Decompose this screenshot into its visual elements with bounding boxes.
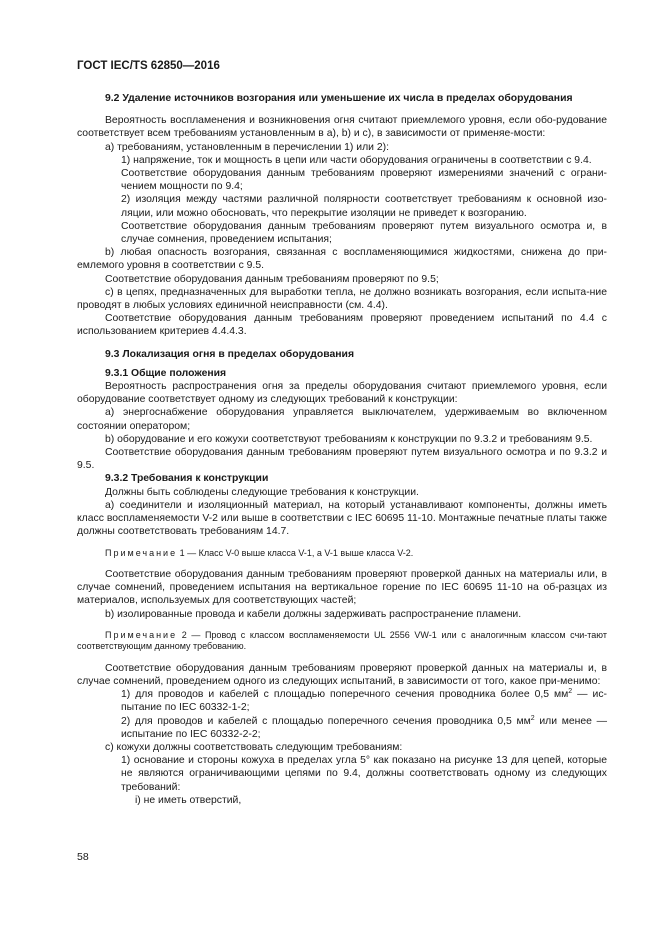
note-text: 1 — Класс V-0 выше класса V-1, а V-1 выше класса V-2. [179, 547, 414, 558]
list-item: i) не иметь отверстий, [135, 794, 242, 806]
paragraph: Соответствие оборудования данным требованиям проверяют путем визуального осмотра и, в случае сомнения, проведением испытания; [121, 220, 607, 246]
note-label: Примечание [105, 629, 178, 640]
section-9-3-2-title: 9.3.2 Требования к конструкции [105, 473, 269, 485]
list-item: 1) основание и стороны кожуха в пределах угла 5° как показано на рисунке 13 для цепей, которые не являются ограничивающими цепями по 9.4, должны соответствовать одному из следующих требований: [121, 755, 607, 793]
page-number: 58 [77, 851, 89, 863]
note-1 [77, 548, 607, 560]
note-label: Примечание [105, 547, 178, 558]
list-item: 2) изоляция между частями различной полярности соответствует требованиям к основной изо-ляции, или можно обосновать, что перекрытие изоляции не приведет к возгоранию. [121, 194, 607, 219]
list-item: с) кожухи должны соответствовать следующим требованиям: [105, 742, 403, 754]
paragraph: Соответствие оборудования данным требованиям проверяют по 9.5; [105, 273, 439, 285]
page-content [77, 92, 607, 807]
list-item: а) соединители и изоляционный материал, на который устанавливают компоненты, должны иметь класс воспламеняемости V-2 или выше в соответствии с IEC 60695 11-10. Монтажные печатные платы также должны соответствовать требованиям 14.7. [77, 499, 607, 538]
list-item [77, 688, 607, 714]
list-item-text: — ис-пытание по IEC 60332-1-2; [121, 689, 608, 714]
superscript: 2 [530, 714, 535, 722]
paragraph: Должны быть соблюдены следующие требования к конструкции. [105, 486, 419, 498]
list-item [77, 715, 607, 741]
list-item: b) оборудование и его кожухи соответствуют требованиям к конструкции по 9.3.2 и требованиям 9.5. [105, 433, 593, 445]
list-item: с) в цепях, предназначенных для выработки тепла, не должно возникать возгорания, если испыта-ние проводят в любых условиях единичной неисправности (см. 4.4). [77, 286, 607, 312]
note-text: 2 — Провод с классом воспламеняемости UL 2556 VW-1 или с аналогичным классом счи-тают соответствующим данному требованию. [77, 629, 607, 652]
superscript: 2 [568, 688, 573, 696]
paragraph: Соответствие оборудования данным требованиям проверяют проведением испытаний по 4.4 с использованием критериев 4.4.4.3. [77, 313, 607, 338]
section-9-3-1-title: 9.3.1 Общие положения [105, 367, 227, 379]
document-header: ГОСТ IEC/TS 62850—2016 [77, 60, 220, 72]
section-9-3-title: 9.3 Локализация огня в пределах оборудования [105, 348, 355, 360]
paragraph: Вероятность воспламенения и возникновения огня считают приемлемого уровня, если обо-рудование соответствует всем требованиям установленным в а), b) и с), в зависимости от применяе-мости: [77, 115, 607, 140]
paragraph: Соответствие оборудования данным требованиям проверяют измерениями значений с ограни-чением мощности по 9.4; [121, 168, 607, 193]
list-item: а) энергоснабжение оборудования управляется выключателем, удерживаемым во включенном состоянии оператором; [77, 407, 607, 432]
list-item-text: или менее — испытание по IEC 60332-2-2; [121, 715, 607, 740]
list-item: b) изолированные провода и кабели должны задерживать распространение пламени. [105, 608, 522, 620]
list-item: 1) напряжение, ток и мощность в цепи или части оборудования ограничены в соответствии с 9.4. [121, 154, 592, 166]
list-item: а) требованиям, установленным в перечислении 1) или 2): [105, 141, 389, 153]
note-2 [77, 630, 607, 653]
paragraph: Вероятность распространения огня за пределы оборудования считают приемлемого уровня, если оборудование соответствует одному из следующих требований к конструкции: [77, 381, 607, 406]
list-item-text: 1) для проводов и кабелей с площадью поперечного сечения проводника более 0,5 мм [121, 689, 569, 701]
list-item-text: 2) для проводов и кабелей с площадью поперечного сечения проводника 0,5 мм [121, 715, 531, 727]
paragraph: Соответствие оборудования данным требованиям проверяют проверкой данных на материалы и, в случае сомнений, проведением одного из следующих испытаний, в зависимости от того, какое при-менимо: [77, 662, 607, 688]
paragraph: Соответствие оборудования данным требованиям проверяют путем визуального осмотра и по 9.3.2 и 9.5. [77, 447, 607, 472]
list-item: b) любая опасность возгорания, связанная с воспламеняющимися жидкостями, снижена до при-емлемого уровня в соответствии с 9.5. [77, 247, 607, 272]
paragraph: Соответствие оборудования данным требованиям проверяют проверкой данных на материалы или, в случае сомнений, проведением испытания на вертикальное горение по IEC 60695 11-10 на об-разцах из материалов, используемых для соответствующих частей; [77, 569, 607, 607]
section-9-2-title: 9.2 Удаление источников возгорания или уменьшение их числа в пределах оборудования [105, 93, 573, 104]
